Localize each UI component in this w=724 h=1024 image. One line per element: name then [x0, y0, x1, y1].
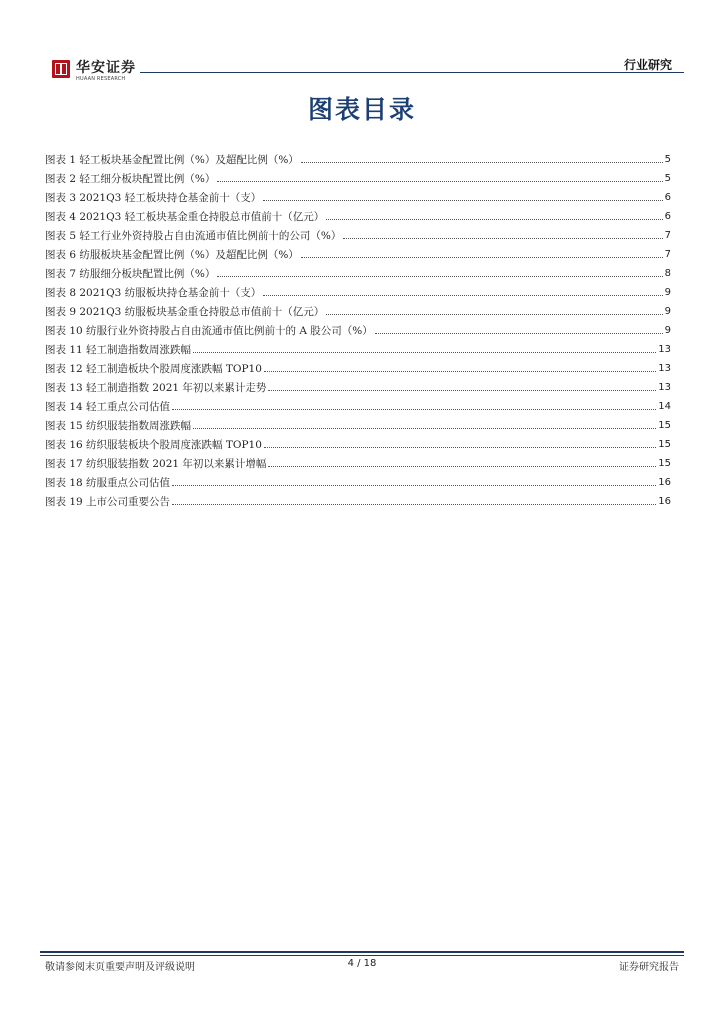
dot-leader: [172, 504, 656, 505]
toc-entry-title: 图表 11 轻工制造指数周涨跌幅: [45, 344, 192, 356]
toc-entry-page: 5: [664, 154, 671, 165]
toc-entry-page: 14: [658, 401, 671, 412]
toc-entry-page: 7: [664, 230, 671, 241]
toc-entry-page: 13: [658, 344, 671, 355]
toc-entry[interactable]: [45, 470, 671, 489]
toc-entry-title: 图表 7 纺服细分板块配置比例（%）: [45, 268, 216, 280]
toc-entry-title: 图表 6 纺服板块基金配置比例（%）及超配比例（%）: [45, 249, 299, 261]
toc-entry-page: 15: [658, 439, 671, 450]
seal-logo-icon: [52, 60, 70, 78]
toc-entry-title: 图表 14 轻工重点公司估值: [45, 401, 171, 413]
toc-entry-title: 图表 15 纺织服装指数周涨跌幅: [45, 420, 192, 432]
dot-leader: [375, 333, 663, 334]
toc-entry[interactable]: [45, 280, 671, 299]
toc-entry-title: 图表 19 上市公司重要公告: [45, 496, 171, 508]
toc-entry-page: 6: [664, 192, 671, 203]
dot-leader: [193, 428, 656, 429]
dot-leader: [301, 162, 663, 163]
toc-entry[interactable]: [45, 299, 671, 318]
dot-leader: [301, 257, 663, 258]
toc-entry[interactable]: [45, 166, 671, 185]
toc-entry-page: 16: [658, 496, 671, 507]
report-category: 行业研究: [623, 58, 672, 72]
toc-entry[interactable]: [45, 337, 671, 356]
dot-leader: [263, 200, 662, 201]
toc-entry-title: 图表 3 2021Q3 轻工板块持仓基金前十（支）: [45, 192, 262, 204]
dot-leader: [326, 219, 662, 220]
toc-entry[interactable]: [45, 489, 671, 508]
toc-entry[interactable]: [45, 261, 671, 280]
dot-leader: [268, 390, 656, 391]
dot-leader: [172, 409, 656, 410]
toc-entry[interactable]: [45, 223, 671, 242]
logo-english-name: HUAAN RESEARCH: [76, 76, 126, 82]
toc-entry-page: 7: [664, 249, 671, 260]
toc-entry-title: 图表 5 轻工行业外资持股占自由流通市值比例前十的公司（%）: [45, 230, 342, 242]
page-footer: [45, 958, 679, 972]
dot-leader: [193, 352, 656, 353]
toc-entry-title: 图表 18 纺服重点公司估值: [45, 477, 171, 489]
toc-entry-page: 16: [658, 477, 671, 488]
toc-entry-title: 图表 4 2021Q3 轻工板块基金重仓持股总市值前十（亿元）: [45, 211, 325, 223]
page-header: [40, 54, 684, 90]
toc-entry[interactable]: [45, 147, 671, 166]
toc-entry-title: 图表 17 纺织服装指数 2021 年初以来累计增幅: [45, 458, 267, 470]
toc-entry-title: 图表 9 2021Q3 纺服板块基金重仓持股总市值前十（亿元）: [45, 306, 325, 318]
dot-leader: [217, 181, 662, 182]
toc-entry[interactable]: [45, 204, 671, 223]
dot-leader: [172, 485, 656, 486]
dot-leader: [343, 238, 662, 239]
toc-entry-title: 图表 2 轻工细分板块配置比例（%）: [45, 173, 216, 185]
dot-leader: [268, 466, 656, 467]
report-type: 证券研究报告: [619, 962, 679, 973]
toc-entry-title: 图表 16 纺织服装板块个股周度涨跌幅 TOP10: [45, 439, 262, 451]
disclaimer-note: 敬请参阅末页重要声明及评级说明: [45, 962, 195, 973]
toc-entry-page: 8: [664, 268, 671, 279]
toc-entry-page: 9: [664, 325, 671, 336]
dot-leader: [264, 447, 656, 448]
figure-list: [45, 147, 671, 508]
toc-entry[interactable]: [45, 432, 671, 451]
header-rule: [140, 72, 684, 73]
toc-entry-title: 图表 12 轻工制造板块个股周度涨跌幅 TOP10: [45, 363, 262, 375]
toc-entry-title: 图表 13 轻工制造指数 2021 年初以来累计走势: [45, 382, 267, 394]
dot-leader: [217, 276, 662, 277]
toc-entry-page: 15: [658, 458, 671, 469]
logo-name: 华安证券: [76, 60, 136, 76]
toc-entry[interactable]: [45, 356, 671, 375]
toc-entry[interactable]: [45, 413, 671, 432]
toc-entry[interactable]: [45, 318, 671, 337]
page-title: 图表目录: [307, 95, 416, 124]
footer-rule: [40, 951, 684, 953]
toc-entry-page: 15: [658, 420, 671, 431]
toc-entry[interactable]: [45, 451, 671, 470]
dot-leader: [264, 371, 656, 372]
dot-leader: [326, 314, 662, 315]
toc-entry[interactable]: [45, 185, 671, 204]
toc-entry-page: 13: [658, 363, 671, 374]
company-logo: [52, 60, 136, 83]
toc-entry-title: 图表 10 纺服行业外资持股占自由流通市值比例前十的 A 股公司（%）: [45, 325, 373, 337]
toc-entry[interactable]: [45, 242, 671, 261]
toc-entry-title: 图表 8 2021Q3 纺服板块持仓基金前十（支）: [45, 287, 262, 299]
footer-rule-thin: [40, 955, 684, 956]
toc-entry[interactable]: [45, 375, 671, 394]
toc-entry-page: 13: [658, 382, 671, 393]
toc-entry-page: 9: [664, 306, 671, 317]
toc-entry[interactable]: [45, 394, 671, 413]
toc-entry-page: 9: [664, 287, 671, 298]
page-number: 4 / 18: [347, 958, 377, 969]
toc-entry-title: 图表 1 轻工板块基金配置比例（%）及超配比例（%）: [45, 154, 299, 166]
dot-leader: [263, 295, 662, 296]
toc-entry-page: 5: [664, 173, 671, 184]
toc-entry-page: 6: [664, 211, 671, 222]
